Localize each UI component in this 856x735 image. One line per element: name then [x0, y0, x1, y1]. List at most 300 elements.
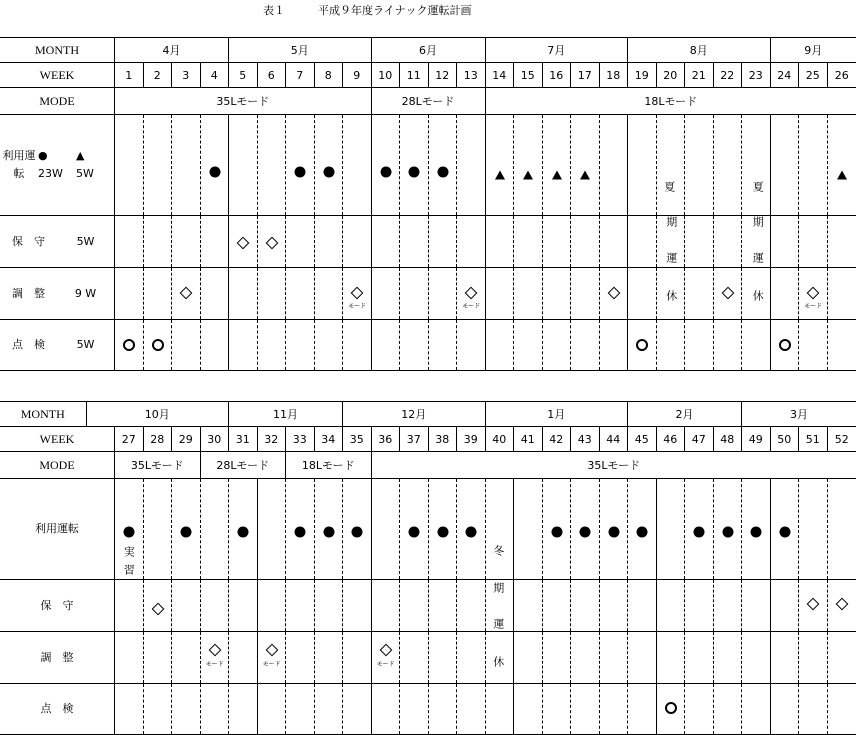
inspect-label-line: 点 検 — [0, 700, 114, 718]
cell — [115, 268, 144, 319]
cell — [457, 268, 486, 319]
cell — [799, 115, 828, 215]
cell — [571, 479, 600, 579]
cell — [457, 479, 486, 579]
inspect-row — [0, 684, 856, 735]
month-8月: 8月 — [628, 38, 771, 62]
cell — [571, 115, 600, 215]
cell — [343, 115, 372, 215]
week-row-label: WEEK — [0, 427, 115, 451]
cell — [771, 268, 800, 319]
mode-note: モード — [263, 662, 281, 668]
week-23: 23 — [742, 63, 771, 87]
week-49: 49 — [742, 427, 771, 451]
cell — [372, 580, 401, 631]
mode-span: 18Lモード — [486, 88, 856, 114]
week-33: 33 — [286, 427, 315, 451]
cell — [685, 684, 714, 734]
cell — [201, 580, 230, 631]
cell — [372, 632, 401, 683]
cell — [543, 580, 572, 631]
month-1月: 1月 — [486, 402, 629, 426]
cell — [771, 115, 800, 215]
cell — [258, 684, 287, 734]
cell — [201, 268, 230, 319]
week-19: 19 — [628, 63, 657, 87]
cell — [828, 320, 856, 370]
week-7: 7 — [286, 63, 315, 87]
cell — [372, 268, 401, 319]
week-4: 4 — [201, 63, 230, 87]
cell — [514, 580, 543, 631]
cell — [514, 216, 543, 267]
cell — [115, 115, 144, 215]
cell — [828, 268, 856, 319]
cell — [828, 216, 856, 267]
usage-row — [0, 479, 856, 580]
cell — [657, 320, 686, 370]
cell — [201, 320, 230, 370]
usage-row — [0, 115, 856, 216]
cell — [315, 320, 344, 370]
cell — [742, 216, 771, 267]
cell — [429, 479, 458, 579]
cell — [172, 115, 201, 215]
week-24: 24 — [771, 63, 800, 87]
schedule-table-2 — [0, 401, 856, 735]
week-13: 13 — [457, 63, 486, 87]
cell — [628, 580, 657, 631]
week-21: 21 — [685, 63, 714, 87]
cell — [115, 479, 144, 579]
cell — [400, 632, 429, 683]
mode-span: 35Lモード — [115, 88, 372, 114]
cell — [315, 684, 344, 734]
week-row-label: WEEK — [0, 63, 115, 87]
usage-label-line: 利用運転 — [0, 147, 38, 182]
cell — [714, 115, 743, 215]
cell — [685, 632, 714, 683]
cell — [628, 115, 657, 215]
cell — [742, 268, 771, 319]
winter-break-char: 運 — [493, 619, 504, 630]
cell — [685, 580, 714, 631]
cell — [315, 479, 344, 579]
cell — [742, 115, 771, 215]
week-8: 8 — [315, 63, 344, 87]
cell — [201, 115, 230, 215]
cell — [714, 580, 743, 631]
cell — [799, 580, 828, 631]
cell — [229, 268, 258, 319]
cell — [657, 580, 686, 631]
cell — [486, 216, 515, 267]
usage-label-line: ● 23W — [38, 147, 76, 182]
cell — [429, 632, 458, 683]
cell — [115, 320, 144, 370]
week-30: 30 — [201, 427, 230, 451]
cell — [771, 580, 800, 631]
week-12: 12 — [429, 63, 458, 87]
week-52: 52 — [828, 427, 856, 451]
cell — [429, 580, 458, 631]
cell — [172, 216, 201, 267]
cell — [144, 115, 173, 215]
cell — [486, 479, 515, 579]
mode-cells — [115, 88, 856, 114]
summer-break-char: 期 — [666, 217, 677, 228]
cell — [429, 268, 458, 319]
week-6: 6 — [258, 63, 287, 87]
week-38: 38 — [429, 427, 458, 451]
adjust-label — [0, 632, 115, 683]
cell — [457, 684, 486, 734]
mode-row — [0, 452, 856, 479]
cell — [600, 684, 629, 734]
summer-break-char: 夏 — [753, 182, 764, 193]
cell — [286, 684, 315, 734]
cell — [343, 580, 372, 631]
week-17: 17 — [571, 63, 600, 87]
mode-note: モード — [377, 662, 395, 668]
cell — [657, 632, 686, 683]
mode-note: モード — [804, 304, 822, 310]
cell — [286, 115, 315, 215]
cell — [258, 320, 287, 370]
usage-label — [0, 115, 115, 215]
cell — [144, 216, 173, 267]
maint-label — [0, 216, 115, 267]
adjust-label-line: 調 整 — [0, 285, 57, 303]
week-37: 37 — [400, 427, 429, 451]
cell — [400, 115, 429, 215]
cell — [172, 320, 201, 370]
cell — [286, 580, 315, 631]
cell — [742, 479, 771, 579]
adjust-row — [0, 268, 856, 320]
cell — [685, 216, 714, 267]
cell — [144, 580, 173, 631]
cell — [229, 580, 258, 631]
adjust-row — [0, 632, 856, 684]
cell — [799, 268, 828, 319]
cell — [685, 268, 714, 319]
cell — [799, 216, 828, 267]
cell — [429, 216, 458, 267]
month-9月: 9月 — [771, 38, 856, 62]
week-row — [0, 63, 856, 88]
month-row-label: MONTH — [0, 38, 115, 62]
cell — [543, 216, 572, 267]
cell — [799, 320, 828, 370]
cell — [172, 632, 201, 683]
cell — [771, 320, 800, 370]
week-16: 16 — [543, 63, 572, 87]
maint-row — [0, 580, 856, 632]
cell — [600, 216, 629, 267]
cell — [343, 684, 372, 734]
maint-label-line: 5W — [57, 233, 114, 251]
cell — [229, 479, 258, 579]
cell — [372, 320, 401, 370]
winter-break-char: 期 — [493, 583, 504, 594]
cell — [543, 479, 572, 579]
week-row — [0, 427, 856, 452]
adjust-label-line: 9 W — [57, 285, 114, 303]
cell — [400, 479, 429, 579]
week-45: 45 — [628, 427, 657, 451]
week-47: 47 — [685, 427, 714, 451]
week-22: 22 — [714, 63, 743, 87]
week-42: 42 — [543, 427, 572, 451]
week-27: 27 — [115, 427, 144, 451]
cell — [514, 268, 543, 319]
cell — [315, 580, 344, 631]
cell — [400, 216, 429, 267]
week-25: 25 — [799, 63, 828, 87]
cell — [201, 684, 230, 734]
cell — [514, 115, 543, 215]
week-51: 51 — [799, 427, 828, 451]
summer-break-char: 運 — [753, 253, 764, 264]
table-caption: 表１ 平成９年度ライナック運転計画 — [263, 2, 471, 18]
cell — [685, 320, 714, 370]
cell — [714, 216, 743, 267]
cell — [657, 684, 686, 734]
month-10月: 10月 — [87, 402, 230, 426]
cell — [115, 684, 144, 734]
cell — [400, 580, 429, 631]
cell — [543, 684, 572, 734]
cell — [600, 268, 629, 319]
week-cells — [115, 63, 856, 87]
week-44: 44 — [600, 427, 629, 451]
week-39: 39 — [457, 427, 486, 451]
mode-row-label: MODE — [0, 452, 115, 478]
week-28: 28 — [144, 427, 173, 451]
mode-span: 35Lモード — [372, 452, 856, 478]
cell — [600, 632, 629, 683]
mode-cells — [115, 452, 856, 478]
week-9: 9 — [343, 63, 372, 87]
week-41: 41 — [514, 427, 543, 451]
cell — [571, 684, 600, 734]
adjust-label-line: 調 整 — [0, 649, 114, 667]
cell — [714, 632, 743, 683]
summer-break-char: 休 — [666, 291, 677, 302]
cell — [343, 320, 372, 370]
week-20: 20 — [657, 63, 686, 87]
cell — [486, 268, 515, 319]
cell — [343, 479, 372, 579]
month-5月: 5月 — [229, 38, 372, 62]
week-43: 43 — [571, 427, 600, 451]
cell — [372, 684, 401, 734]
cell — [543, 268, 572, 319]
inspect-cells — [115, 320, 856, 370]
usage-cells — [115, 479, 856, 579]
cell — [229, 320, 258, 370]
usage-cells — [115, 115, 856, 215]
maint-label-line: 保 守 — [0, 233, 57, 251]
cell — [258, 268, 287, 319]
summer-break-char: 夏 — [664, 182, 675, 193]
cell — [828, 684, 856, 734]
cell — [799, 479, 828, 579]
schedule-table-1 — [0, 37, 856, 371]
cell — [799, 684, 828, 734]
cell — [486, 684, 515, 734]
winter-break-char: 冬 — [493, 546, 504, 557]
cell — [144, 684, 173, 734]
cell — [628, 320, 657, 370]
cell — [343, 632, 372, 683]
cell — [315, 632, 344, 683]
maint-cells — [115, 580, 856, 631]
cell — [742, 684, 771, 734]
week-2: 2 — [144, 63, 173, 87]
week-40: 40 — [486, 427, 515, 451]
inspect-cells — [115, 684, 856, 734]
cell — [115, 580, 144, 631]
cell — [343, 268, 372, 319]
cell — [144, 479, 173, 579]
cell — [628, 632, 657, 683]
cell — [657, 216, 686, 267]
cell — [286, 479, 315, 579]
week-34: 34 — [315, 427, 344, 451]
cell — [571, 580, 600, 631]
inspect-row — [0, 320, 856, 371]
summer-break-char: 運 — [666, 253, 677, 264]
cell — [514, 684, 543, 734]
cell — [828, 479, 856, 579]
cell — [229, 684, 258, 734]
cell — [657, 115, 686, 215]
week-48: 48 — [714, 427, 743, 451]
cell — [628, 216, 657, 267]
cell — [828, 115, 856, 215]
cell — [400, 268, 429, 319]
cell — [571, 320, 600, 370]
month-7月: 7月 — [486, 38, 629, 62]
cell — [258, 216, 287, 267]
cell — [144, 268, 173, 319]
cell — [343, 216, 372, 267]
cell — [201, 216, 230, 267]
maint-cells — [115, 216, 856, 267]
practice-note-char: 実 — [124, 547, 135, 558]
month-row-label: MONTH — [0, 402, 87, 426]
cell — [172, 268, 201, 319]
cell — [201, 479, 230, 579]
cell — [742, 580, 771, 631]
week-10: 10 — [372, 63, 401, 87]
winter-break-char: 休 — [493, 657, 504, 668]
cell — [742, 632, 771, 683]
usage-label-line: 利用運転 — [0, 520, 114, 538]
cell — [543, 320, 572, 370]
cell — [714, 320, 743, 370]
week-cells — [115, 427, 856, 451]
cell — [600, 115, 629, 215]
cell — [286, 320, 315, 370]
cell — [429, 115, 458, 215]
cell — [543, 632, 572, 683]
cell — [258, 632, 287, 683]
cell — [514, 632, 543, 683]
cell — [571, 632, 600, 683]
cell — [258, 479, 287, 579]
cell — [372, 216, 401, 267]
week-50: 50 — [771, 427, 800, 451]
cell — [514, 320, 543, 370]
cell — [657, 268, 686, 319]
week-46: 46 — [657, 427, 686, 451]
month-row — [0, 402, 856, 427]
week-32: 32 — [258, 427, 287, 451]
month-11月: 11月 — [229, 402, 343, 426]
week-14: 14 — [486, 63, 515, 87]
cell — [457, 320, 486, 370]
mode-note: モード — [348, 304, 366, 310]
cell — [400, 684, 429, 734]
cell — [742, 320, 771, 370]
week-1: 1 — [115, 63, 144, 87]
cell — [457, 216, 486, 267]
cell — [372, 115, 401, 215]
cell — [315, 268, 344, 319]
cell — [514, 479, 543, 579]
cell — [258, 115, 287, 215]
cell — [229, 632, 258, 683]
mode-row-label: MODE — [0, 88, 115, 114]
month-6月: 6月 — [372, 38, 486, 62]
cell — [600, 580, 629, 631]
cell — [799, 632, 828, 683]
cell — [828, 580, 856, 631]
week-29: 29 — [172, 427, 201, 451]
cell — [628, 684, 657, 734]
cell — [486, 320, 515, 370]
cell — [258, 580, 287, 631]
cell — [372, 479, 401, 579]
month-4月: 4月 — [115, 38, 229, 62]
cell — [486, 115, 515, 215]
cell — [400, 320, 429, 370]
cell — [571, 268, 600, 319]
week-15: 15 — [514, 63, 543, 87]
mode-span: 28Lモード — [372, 88, 486, 114]
cell — [115, 216, 144, 267]
cell — [600, 320, 629, 370]
month-2月: 2月 — [628, 402, 742, 426]
cell — [628, 479, 657, 579]
cell — [315, 115, 344, 215]
usage-label — [0, 479, 115, 579]
practice-note-char: 習 — [124, 565, 135, 576]
month-cells — [87, 402, 856, 426]
cell — [144, 632, 173, 683]
inspect-label — [0, 320, 115, 370]
mode-note: モード — [206, 662, 224, 668]
cell — [172, 580, 201, 631]
cell — [172, 479, 201, 579]
mode-span: 28Lモード — [201, 452, 287, 478]
cell — [457, 580, 486, 631]
cell — [315, 216, 344, 267]
cell — [286, 268, 315, 319]
